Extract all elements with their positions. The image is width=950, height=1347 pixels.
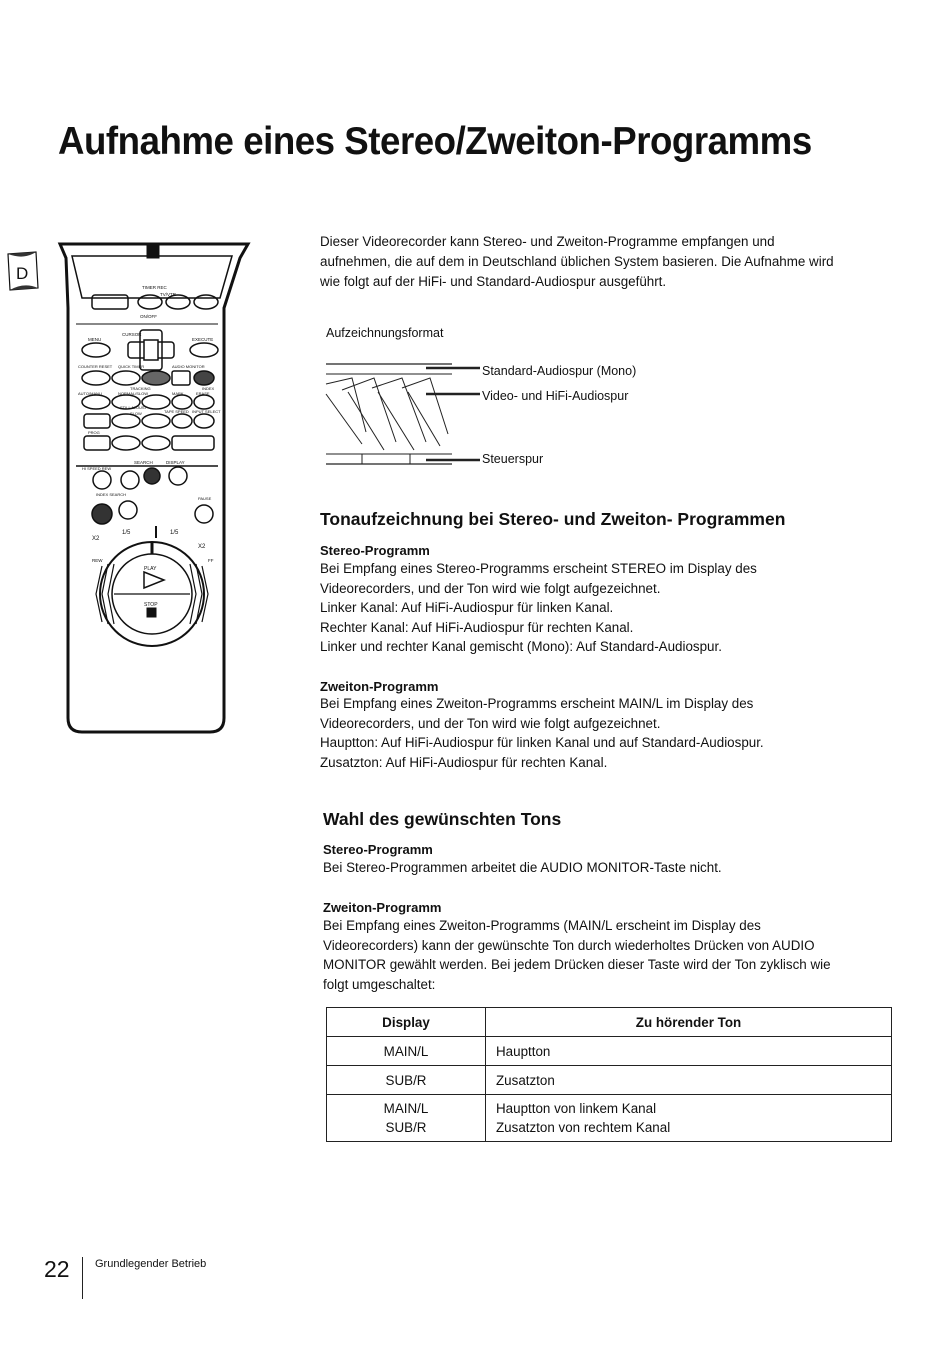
- page-number: 22: [44, 1256, 70, 1282]
- language-letter: D: [16, 264, 29, 283]
- label-1-5-right: 1/5: [170, 530, 179, 536]
- label-control-track: Steuerspur: [482, 452, 544, 466]
- language-tab: [6, 250, 40, 292]
- zweiton-recording-text: [320, 694, 880, 772]
- label-ff: FF: [208, 558, 214, 563]
- text-line: Linker Kanal: Auf HiFi-Audiospur für linken Kanal.: [320, 600, 614, 615]
- text-line: folgt umgeschaltet:: [323, 976, 436, 992]
- cell-display: SUB/R: [327, 1066, 486, 1095]
- label-tape-speed: TAPE SPEED: [164, 409, 189, 414]
- label-menu: MENU: [88, 337, 102, 342]
- subheading-stereo: Stereo-Programm: [323, 842, 433, 857]
- sound-selection-table: [326, 1007, 892, 1142]
- label-slow: SLOW: [130, 411, 142, 416]
- cell-sound: Hauptton: [486, 1037, 892, 1066]
- subheading-stereo: Stereo-Programm: [320, 543, 430, 558]
- text-line: MONITOR gewählt werden. Bei jedem Drücken dieser Taste wird der Ton zyklisch wie: [323, 957, 831, 972]
- column-header-sound: Zu hörender Ton: [486, 1008, 892, 1037]
- label-still-adjust: STILL ADJUST: [120, 405, 147, 410]
- label-stop: STOP: [144, 602, 158, 608]
- stereo-recording-text: [320, 559, 880, 657]
- label-normal-slow: NORMAL/SLOW: [118, 391, 149, 396]
- label-mark: MARK: [172, 391, 184, 396]
- label-erase: ERASE: [196, 391, 210, 396]
- remote-control-illustration: [52, 238, 252, 738]
- table-row: [327, 1037, 892, 1066]
- footer-divider: [82, 1257, 83, 1299]
- label-x2-right: X2: [198, 544, 206, 550]
- tape-tracks-icon: [322, 322, 482, 472]
- table-row: [327, 1095, 892, 1142]
- label-prog: PROG: [88, 430, 100, 435]
- text-line: Linker und rechter Kanal gemischt (Mono): Auf Standard-Audiospur.: [320, 639, 722, 654]
- cell-line: MAIN/L: [383, 1101, 429, 1116]
- label-on-off: ON/OFF: [140, 314, 157, 319]
- section-heading-recording: Tonaufzeichnung bei Stereo- und Zweiton- Programmen: [320, 509, 786, 529]
- text-line: Zusatzton: Auf HiFi-Audiospur für rechten Kanal.: [320, 754, 608, 770]
- text-line: Bei Empfang eines Zweiton-Programms (MAIN/L erscheint im Display des: [323, 918, 761, 933]
- page-title: Aufnahme eines Stereo/Zweiton-Programms: [58, 120, 812, 163]
- label-audio-monitor: AUDIO MONITOR: [172, 364, 205, 369]
- label-quick-timer: QUICK TIMER: [118, 364, 145, 369]
- label-execute: EXECUTE: [192, 337, 214, 342]
- label-1-5-left: 1/5: [122, 530, 131, 536]
- text-line: Rechter Kanal: Auf HiFi-Audiospur für rechten Kanal.: [320, 619, 634, 635]
- label-input-select: INPUT SELECT: [192, 409, 221, 414]
- intro-line: Dieser Videorecorder kann Stereo- und Zweiton-Programme empfangen und: [320, 234, 775, 249]
- label-x2-left: X2: [92, 536, 100, 542]
- intro-line: aufnehmen, die auf dem in Deutschland üblichen System basieren. Die Aufnahme wird: [320, 254, 834, 269]
- text-line: Bei Stereo-Programmen arbeitet die AUDIO MONITOR-Taste nicht.: [323, 860, 722, 875]
- label-pause: PAUSE: [198, 496, 212, 501]
- label-standard-audio-track: Standard-Audiospur (Mono): [482, 364, 637, 378]
- label-cursor: CURSOR: [122, 332, 142, 337]
- text-line: Videorecorders, und der Ton wird wie folgt aufgezeichnet.: [320, 715, 661, 731]
- stereo-selection-text: [323, 858, 883, 878]
- label-play: PLAY: [144, 566, 157, 572]
- cell-display: MAIN/L: [327, 1037, 486, 1066]
- text-line: Bei Empfang eines Zweiton-Programms erscheint MAIN/L im Display des: [320, 696, 754, 711]
- label-timer-rec: TIMER REC: [142, 285, 167, 290]
- diagram-caption: Aufzeichnungsformat: [326, 326, 444, 340]
- label-auto-manu: AUTO/MANU: [78, 391, 102, 396]
- cell-sound: [486, 1095, 892, 1142]
- intro-paragraph: [320, 232, 890, 292]
- table-row: [327, 1066, 892, 1095]
- label-tv-vtr: TV/VTR: [160, 292, 177, 297]
- cell-line: Hauptton von linkem Kanal: [496, 1101, 657, 1116]
- text-line: Bei Empfang eines Stereo-Programms erscheint STEREO im Display des: [320, 561, 757, 576]
- cell-line: SUB/R: [385, 1120, 427, 1135]
- label-tracking: TRACKING: [130, 386, 151, 391]
- label-display: DISPLAY: [166, 460, 185, 465]
- label-video-hifi-track: Video- und HiFi-Audiospur: [482, 389, 629, 403]
- zweiton-selection-text: [323, 916, 883, 994]
- table-header-row: [327, 1008, 892, 1037]
- subheading-zweiton: Zweiton-Programm: [323, 900, 442, 915]
- subheading-zweiton: Zweiton-Programm: [320, 679, 439, 694]
- label-index: INDEX: [202, 386, 215, 391]
- text-line: Videorecorders, und der Ton wird wie folgt aufgezeichnet.: [320, 580, 661, 596]
- recording-format-diagram: [322, 322, 722, 472]
- text-line: Videorecorders) kann der gewünschte Ton durch wiederholtes Drücken von AUDIO: [323, 937, 815, 953]
- text-line: Hauptton: Auf HiFi-Audiospur für linken Kanal und auf Standard-Audiospur.: [320, 735, 764, 750]
- label-index-search: INDEX SEARCH: [96, 492, 127, 497]
- label-counter-reset: COUNTER RESET: [78, 364, 113, 369]
- label-rew: REW: [92, 558, 103, 563]
- label-hi-speed-rew: HI SPEED REW: [82, 466, 112, 471]
- footer-section-title: Grundlegender Betrieb: [95, 1258, 207, 1270]
- intro-line: wie folgt auf der HiFi- und Standard-Audiospur ausgeführt.: [320, 274, 667, 289]
- remote-control-icon: [52, 238, 252, 738]
- label-search: SEARCH: [134, 460, 153, 465]
- cell-line: Zusatzton von rechtem Kanal: [496, 1120, 671, 1135]
- cell-sound: Zusatzton: [486, 1066, 892, 1095]
- section-heading-selection: Wahl des gewünschten Tons: [323, 809, 562, 829]
- column-header-display: Display: [327, 1008, 486, 1037]
- cell-display: [327, 1095, 486, 1142]
